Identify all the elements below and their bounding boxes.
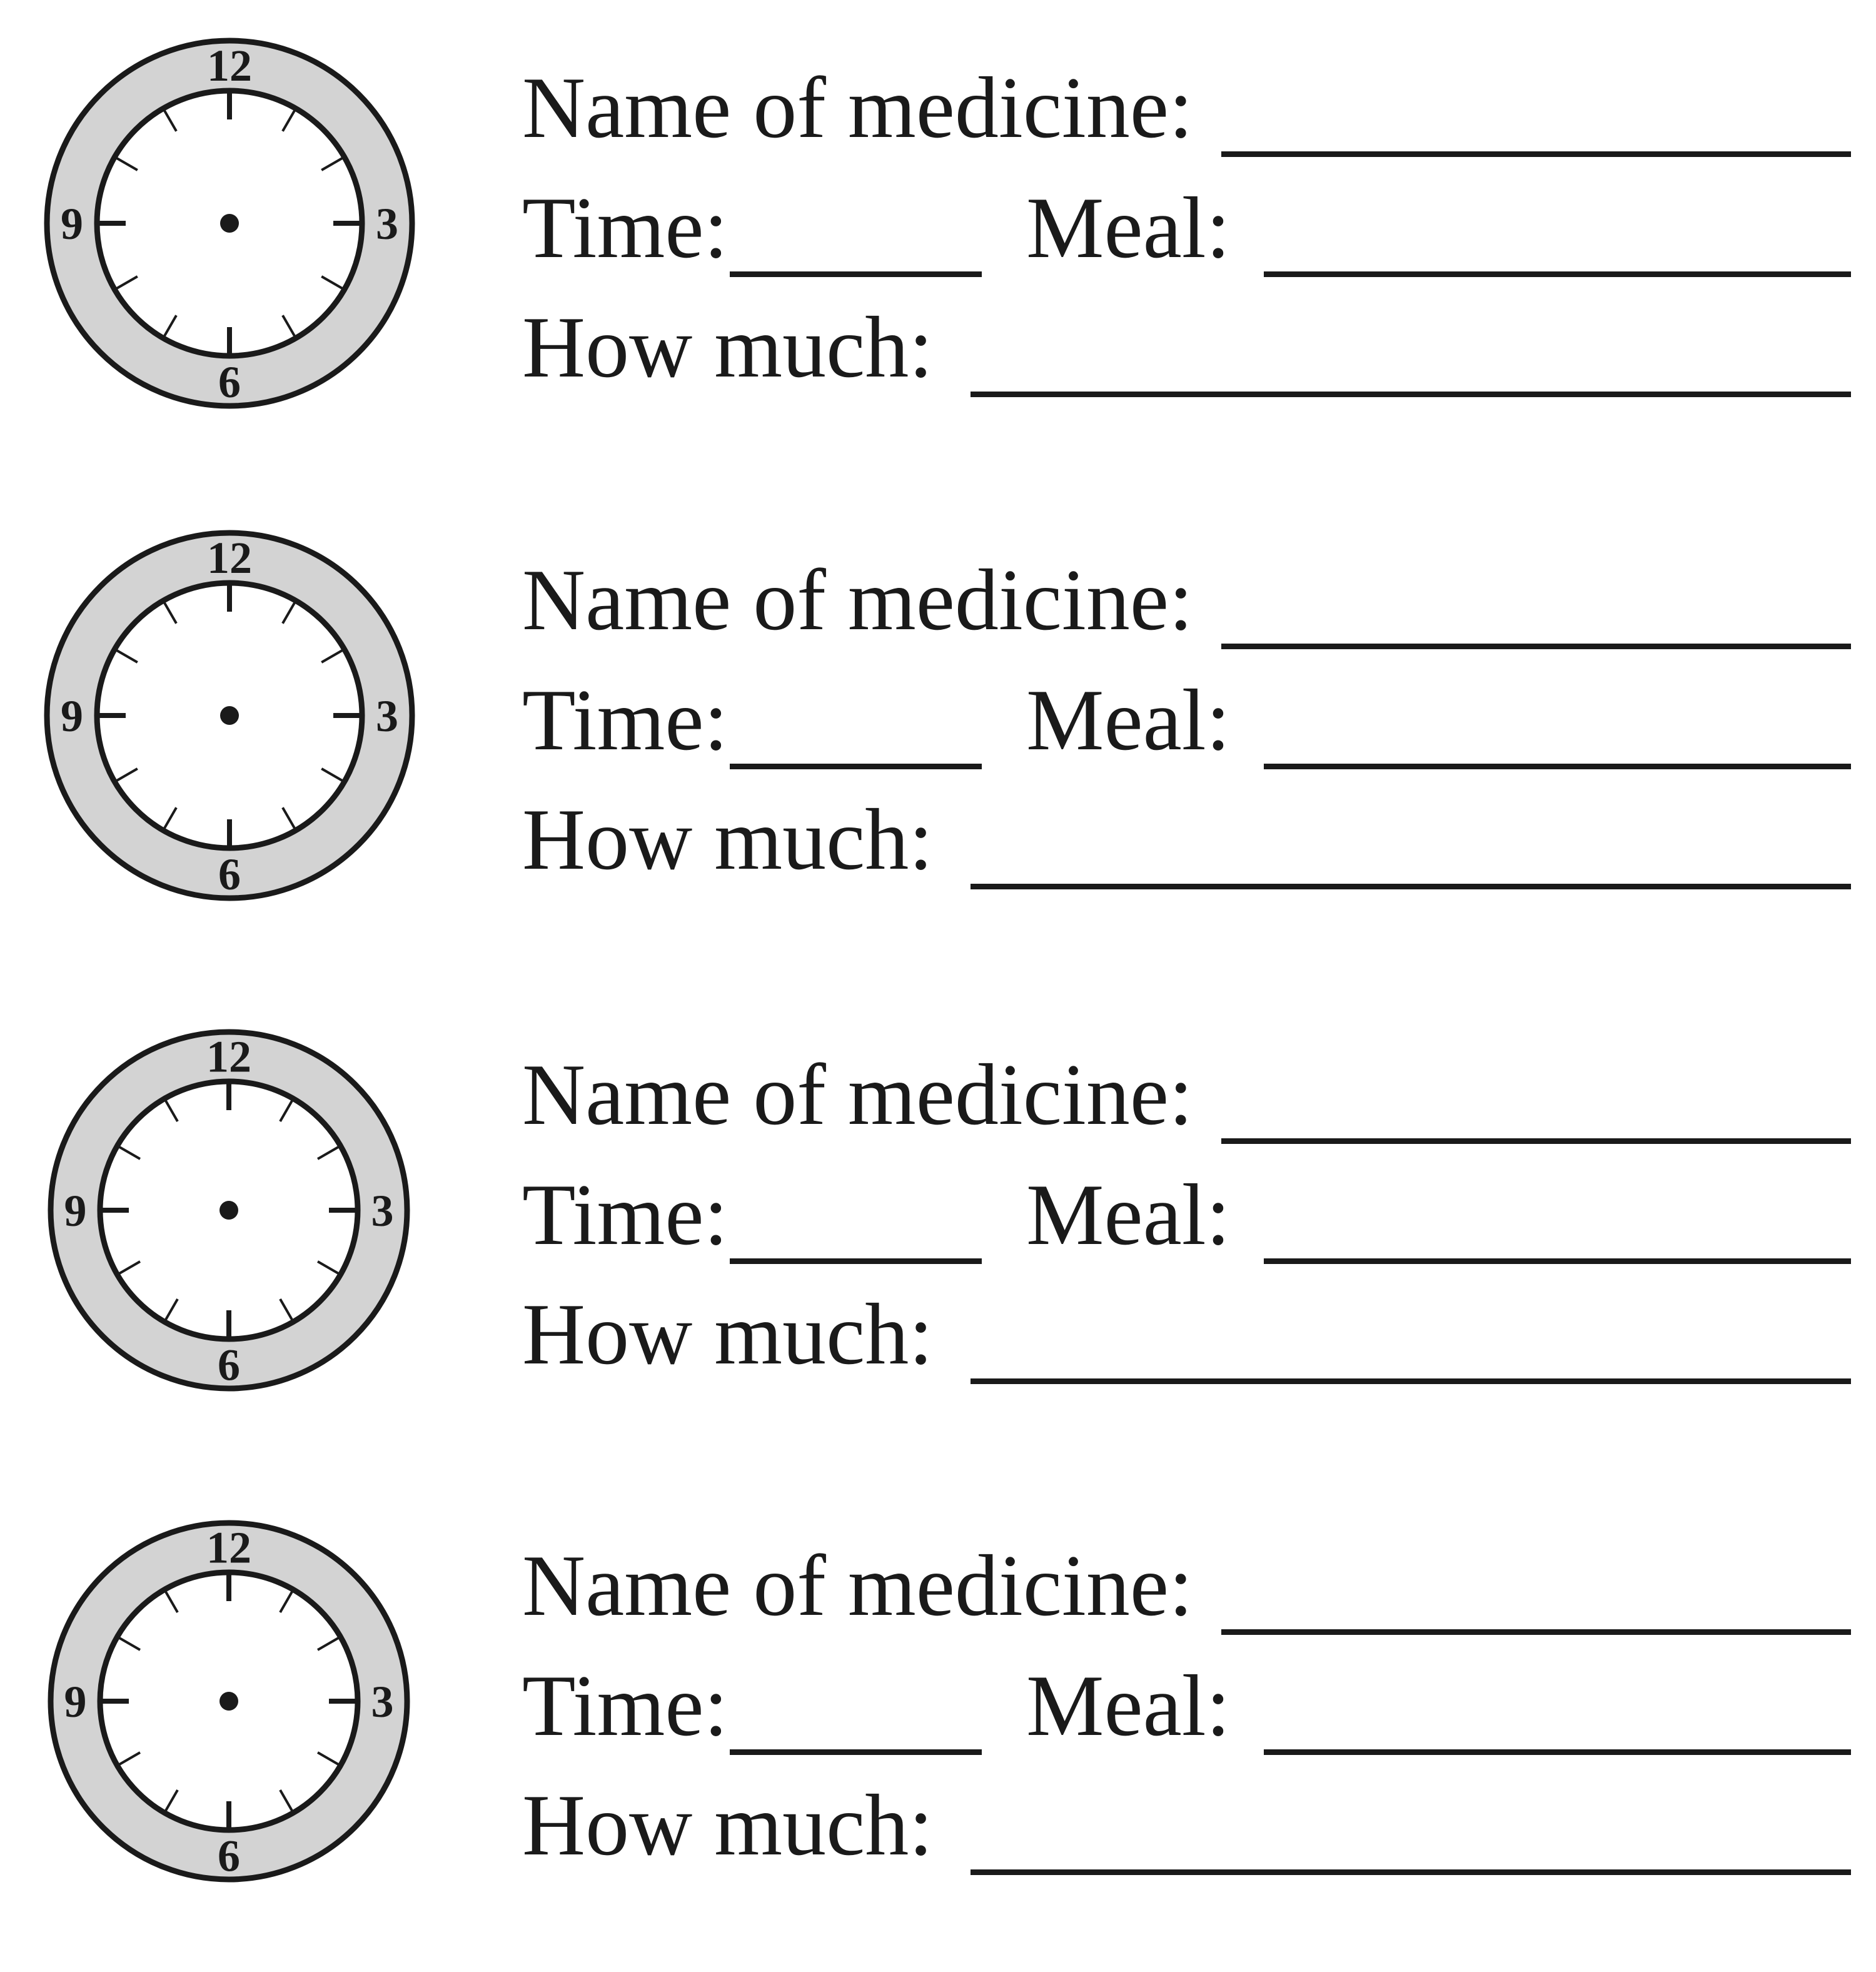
name-of-medicine-label: Name of medicine:	[522, 552, 1193, 649]
clock-center-dot	[220, 706, 239, 725]
clock-numeral-3: 3	[371, 1186, 394, 1236]
medicine-entry-4	[0, 1478, 1876, 1972]
clock-numeral-12: 12	[207, 41, 252, 91]
time-label: Time:	[522, 1657, 729, 1754]
name-of-medicine-field[interactable]	[1221, 151, 1851, 157]
meal-field[interactable]	[1264, 1258, 1851, 1264]
name-of-medicine-label: Name of medicine:	[522, 1046, 1193, 1143]
how-much-label: How much:	[522, 1286, 934, 1383]
clock-numeral-12: 12	[206, 1031, 251, 1082]
clock-center-dot	[219, 1201, 238, 1220]
meal-field[interactable]	[1264, 271, 1851, 277]
how-much-field[interactable]	[971, 1378, 1851, 1384]
time-field[interactable]	[730, 1749, 982, 1755]
name-of-medicine-field[interactable]	[1221, 644, 1851, 649]
clock-face-graphic	[0, 492, 463, 955]
clock-numeral-12: 12	[206, 1522, 251, 1573]
clock-numeral-6: 6	[218, 357, 241, 407]
name-of-medicine-field[interactable]	[1221, 1629, 1851, 1635]
clock-numeral-3: 3	[376, 691, 398, 741]
clock-center-dot	[219, 1692, 238, 1711]
clock-center-dot	[220, 214, 239, 233]
how-much-label: How much:	[522, 791, 934, 888]
clock-icon[interactable]	[0, 987, 463, 1450]
time-field[interactable]	[730, 271, 982, 277]
clock-face-graphic	[0, 987, 463, 1450]
how-much-field[interactable]	[971, 1869, 1851, 1875]
clock-numeral-6: 6	[218, 1831, 240, 1881]
clock-numeral-9: 9	[64, 1677, 87, 1727]
clock-icon[interactable]	[0, 492, 463, 955]
medicine-entry-3	[0, 987, 1876, 1481]
clock-numeral-6: 6	[218, 849, 241, 899]
time-field[interactable]	[730, 1258, 982, 1264]
clock-icon[interactable]	[0, 0, 463, 463]
clock-numeral-12: 12	[207, 533, 252, 583]
meal-label: Meal:	[1026, 1166, 1231, 1263]
clock-face-graphic	[0, 0, 463, 463]
how-much-label: How much:	[522, 299, 934, 396]
name-of-medicine-label: Name of medicine:	[522, 1537, 1193, 1634]
clock-numeral-6: 6	[218, 1340, 240, 1390]
clock-numeral-3: 3	[371, 1677, 394, 1727]
time-label: Time:	[522, 180, 729, 276]
how-much-field[interactable]	[971, 392, 1851, 397]
name-of-medicine-field[interactable]	[1221, 1138, 1851, 1144]
medicine-entry-1	[0, 0, 1876, 494]
meal-field[interactable]	[1264, 1749, 1851, 1755]
clock-numeral-9: 9	[61, 199, 83, 249]
meal-label: Meal:	[1026, 672, 1231, 769]
clock-icon[interactable]	[0, 1478, 463, 1941]
time-label: Time:	[522, 1166, 729, 1263]
medicine-entry-2	[0, 492, 1876, 986]
clock-face-graphic	[0, 1478, 463, 1941]
how-much-label: How much:	[522, 1777, 934, 1874]
time-field[interactable]	[730, 764, 982, 769]
meal-field[interactable]	[1264, 764, 1851, 769]
meal-label: Meal:	[1026, 1657, 1231, 1754]
name-of-medicine-label: Name of medicine:	[522, 59, 1193, 156]
clock-numeral-3: 3	[376, 199, 398, 249]
meal-label: Meal:	[1026, 180, 1231, 276]
clock-numeral-9: 9	[64, 1186, 87, 1236]
how-much-field[interactable]	[971, 884, 1851, 889]
time-label: Time:	[522, 672, 729, 769]
clock-numeral-9: 9	[61, 691, 83, 741]
